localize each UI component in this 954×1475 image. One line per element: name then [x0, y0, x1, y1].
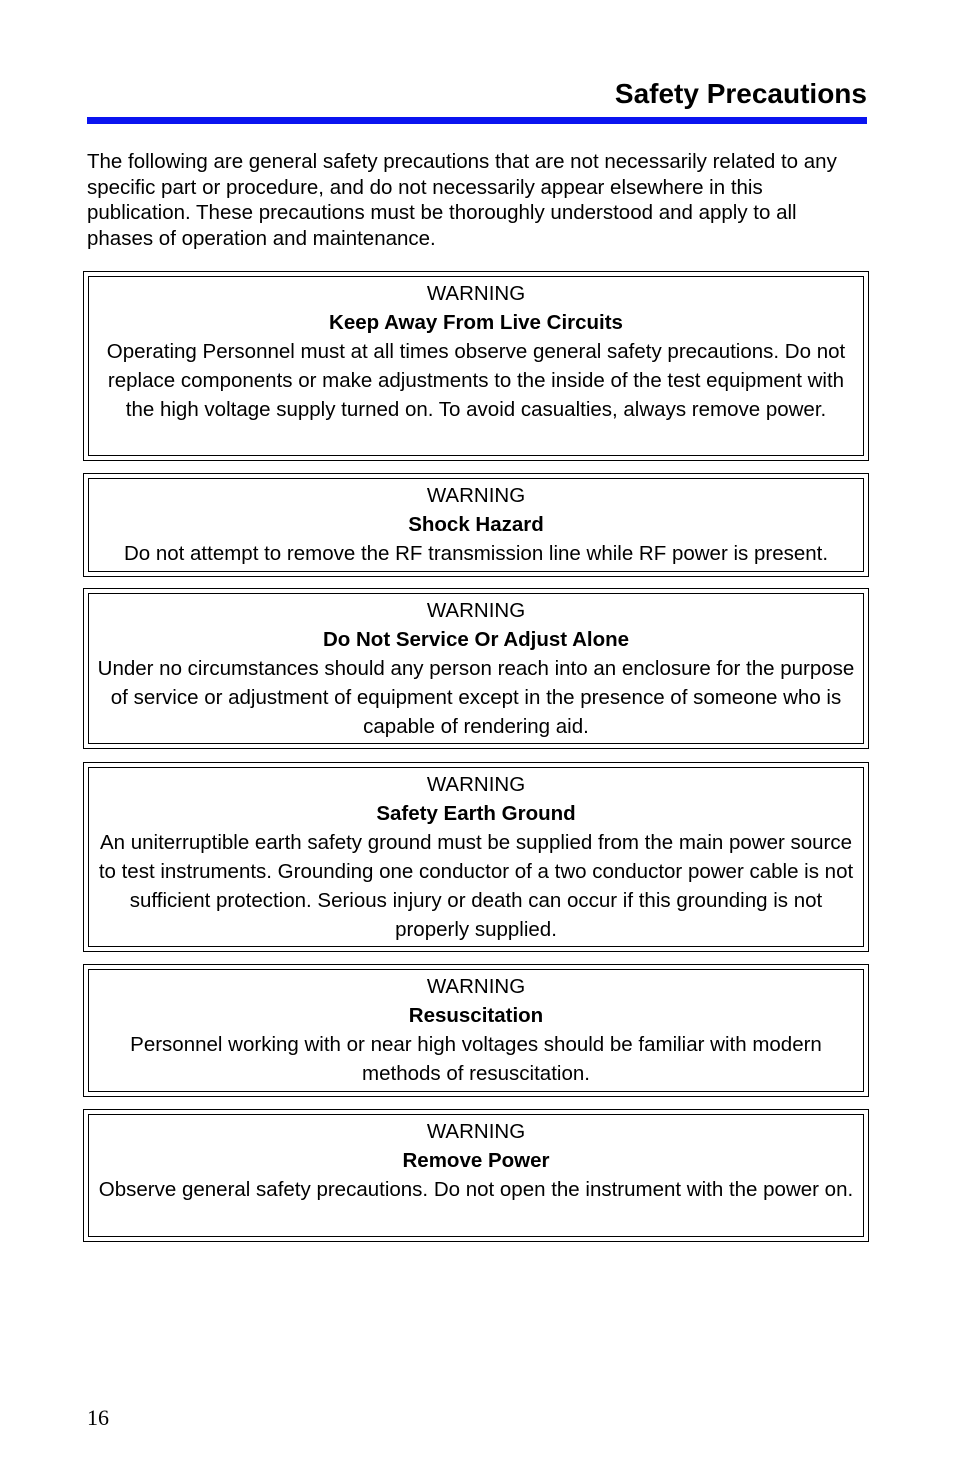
warning-title: Remove Power	[402, 1149, 550, 1172]
warning-text: Operating Personnel must at all times observe general safety precautions. Do not replace components or make adjustments to the inside of the test equipment with the high voltage supply turned on. To avoid casualties, always remove power.	[106, 340, 846, 421]
warning-box-shock-hazard	[83, 473, 869, 577]
warning-text: Personnel working with or near high voltages should be familiar with modern methods of resuscitation.	[130, 1033, 822, 1085]
warning-label: WARNING	[426, 975, 526, 998]
warning-label: WARNING	[426, 773, 526, 796]
page-title: Safety Precautions	[614, 78, 867, 109]
warning-box-live-circuits	[83, 271, 869, 461]
warning-inner-border	[88, 478, 864, 572]
intro-paragraph: The following are general safety precautions that are not necessarily related to any specific part or procedure, and do not necessarily appear elsewhere in this publication. These precautions must be thoroughly understood and apply to all phases of operation and maintenance.	[87, 150, 837, 250]
warning-label: WARNING	[426, 484, 526, 507]
warning-box-remove-power	[83, 1109, 869, 1242]
warning-text: Under no circumstances should any person reach into an enclosure for the purpose of service or adjustment of equipment except in the presence of someone who is capable of rendering aid.	[97, 657, 855, 738]
warning-text: Do not attempt to remove the RF transmission line while RF power is present.	[123, 542, 829, 565]
warning-inner-border	[88, 969, 864, 1092]
warning-text: An uniterruptible earth safety ground must be supplied from the main power source to test instruments. Grounding one conductor of a two conductor power cable is not sufficient protection. Serious injury or death can occur if this grounding is not properly supplied.	[98, 831, 854, 941]
warning-label: WARNING	[426, 282, 526, 305]
warning-box-service-alone	[83, 588, 869, 749]
warning-label: WARNING	[426, 599, 526, 622]
warning-title: Resuscitation	[408, 1004, 544, 1027]
warning-title: Safety Earth Ground	[376, 802, 576, 825]
warning-inner-border	[88, 1114, 864, 1237]
warning-box-resuscitation	[83, 964, 869, 1097]
warning-label: WARNING	[426, 1120, 526, 1143]
warning-text: Observe general safety precautions. Do not open the instrument with the power on.	[98, 1178, 854, 1201]
warning-inner-border	[88, 593, 864, 744]
warning-title: Keep Away From Live Circuits	[329, 311, 623, 334]
warning-inner-border	[88, 767, 864, 947]
warning-title: Shock Hazard	[408, 513, 544, 536]
warning-box-earth-ground	[83, 762, 869, 952]
warning-inner-border	[88, 276, 864, 456]
title-rule	[87, 117, 867, 124]
page-number: 16	[87, 1405, 109, 1430]
warning-title: Do Not Service Or Adjust Alone	[322, 628, 630, 651]
